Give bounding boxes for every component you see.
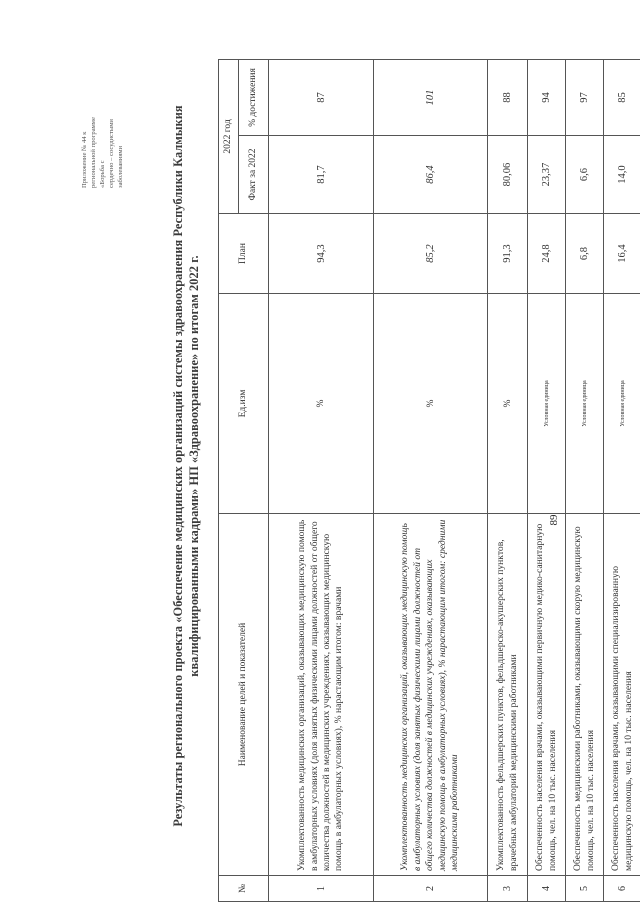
row-indicator: Обеспеченность населения врачами, оказывающими первичную медико-санитарную помощь, чел. на 10 тыс. населения [528, 514, 566, 876]
row-plan: 91,3 [488, 214, 528, 294]
row-indicator: Обеспеченность медицинскими работниками, оказывающими скорую медицинскую помощь, чел. на 10 тыс. населения [566, 514, 604, 876]
row-fact: 86,4 [374, 136, 488, 214]
row-percent: 101 [374, 59, 488, 135]
row-percent: 88 [488, 59, 528, 135]
row-num: 2 [374, 876, 488, 902]
document-title [170, 56, 202, 876]
row-unit: Условная единица [566, 294, 604, 514]
header-fact: Факт за 2022 [239, 136, 269, 214]
appendix-line: региональной программе [90, 117, 97, 188]
row-unit: % [374, 294, 488, 514]
appendix-line: Приложение № 44 к [81, 131, 88, 188]
row-percent: 97 [566, 59, 604, 135]
row-num: 3 [488, 876, 528, 902]
title-line-2: квалифицированными кадрами» НП «Здравоохранение» по итогам 2022 г. [187, 255, 201, 677]
row-percent: 87 [269, 59, 374, 135]
row-unit: Условная единица [604, 294, 640, 514]
row-indicator: Укомплектованность медицинских организаций, оказывающих медицинскую помощь в амбулаторных условиях (доля занятых физическими лицами должностей от общего количества должностей в медицинских учреждениях, оказывающих медицинскую помощь в амбулаторных условиях), % нарастающим итогом: средними медицинскими работниками [374, 514, 488, 876]
row-indicator: Обеспеченность населения врачами, оказывающими специализированную медицинскую помощь, чел. на 10 тыс. населения [604, 514, 640, 876]
header-year: 2022 год [219, 59, 239, 213]
row-num: 5 [566, 876, 604, 902]
row-num: 4 [528, 876, 566, 902]
row-plan: 85,2 [374, 214, 488, 294]
table-row [374, 59, 488, 901]
appendix-note [80, 38, 125, 188]
row-num: 6 [604, 876, 640, 902]
header-plan: План [219, 214, 269, 294]
row-fact: 14,0 [604, 136, 640, 214]
row-plan: 6,8 [566, 214, 604, 294]
results-table [218, 59, 640, 902]
header-percent: % достижения [239, 59, 269, 135]
row-indicator: Укомплектованность фельдшерских пунктов, фельдшерско-акушерских пунктов, врачебных амбулаторий медицинскими работниками [488, 514, 528, 876]
row-fact: 6,6 [566, 136, 604, 214]
row-unit: % [269, 294, 374, 514]
row-fact: 81,7 [269, 136, 374, 214]
row-fact: 80,06 [488, 136, 528, 214]
header-unit: Ед.изм [219, 294, 269, 514]
row-plan: 16,4 [604, 214, 640, 294]
header-name: Наименование целей и показателей [219, 514, 269, 876]
row-plan: 94,3 [269, 214, 374, 294]
row-unit: % [488, 294, 528, 514]
appendix-line: заболеваниями [117, 145, 124, 188]
row-fact: 23,37 [528, 136, 566, 214]
row-percent: 85 [604, 59, 640, 135]
table-row [488, 59, 528, 901]
row-num: 1 [269, 876, 374, 902]
header-num: № [219, 876, 269, 902]
row-plan: 24,8 [528, 214, 566, 294]
row-percent: 94 [528, 59, 566, 135]
row-unit: Условная единица [528, 294, 566, 514]
row-indicator: Укомплектованность медицинских организаций, оказывающих медицинскую помощь в амбулаторных условиях (доля занятых физическими лицами должностей от общего количества должностей в медицинских учреждениях, оказывающих медицинскую помощь в амбулаторных условиях), % нарастающим итогом: врачами [269, 514, 374, 876]
table-row [269, 59, 374, 901]
appendix-line: «Борьба с [99, 160, 106, 188]
table-row [566, 59, 604, 901]
appendix-line: сердечно – сосудистыми [108, 119, 115, 188]
table-row [604, 59, 640, 901]
table-row [528, 59, 566, 901]
page-number: 89 [548, 514, 560, 526]
title-line-1: Результаты регионального проекта «Обеспечение медицинских организаций системы здравоохранения Республики Калмыкия [171, 105, 185, 827]
